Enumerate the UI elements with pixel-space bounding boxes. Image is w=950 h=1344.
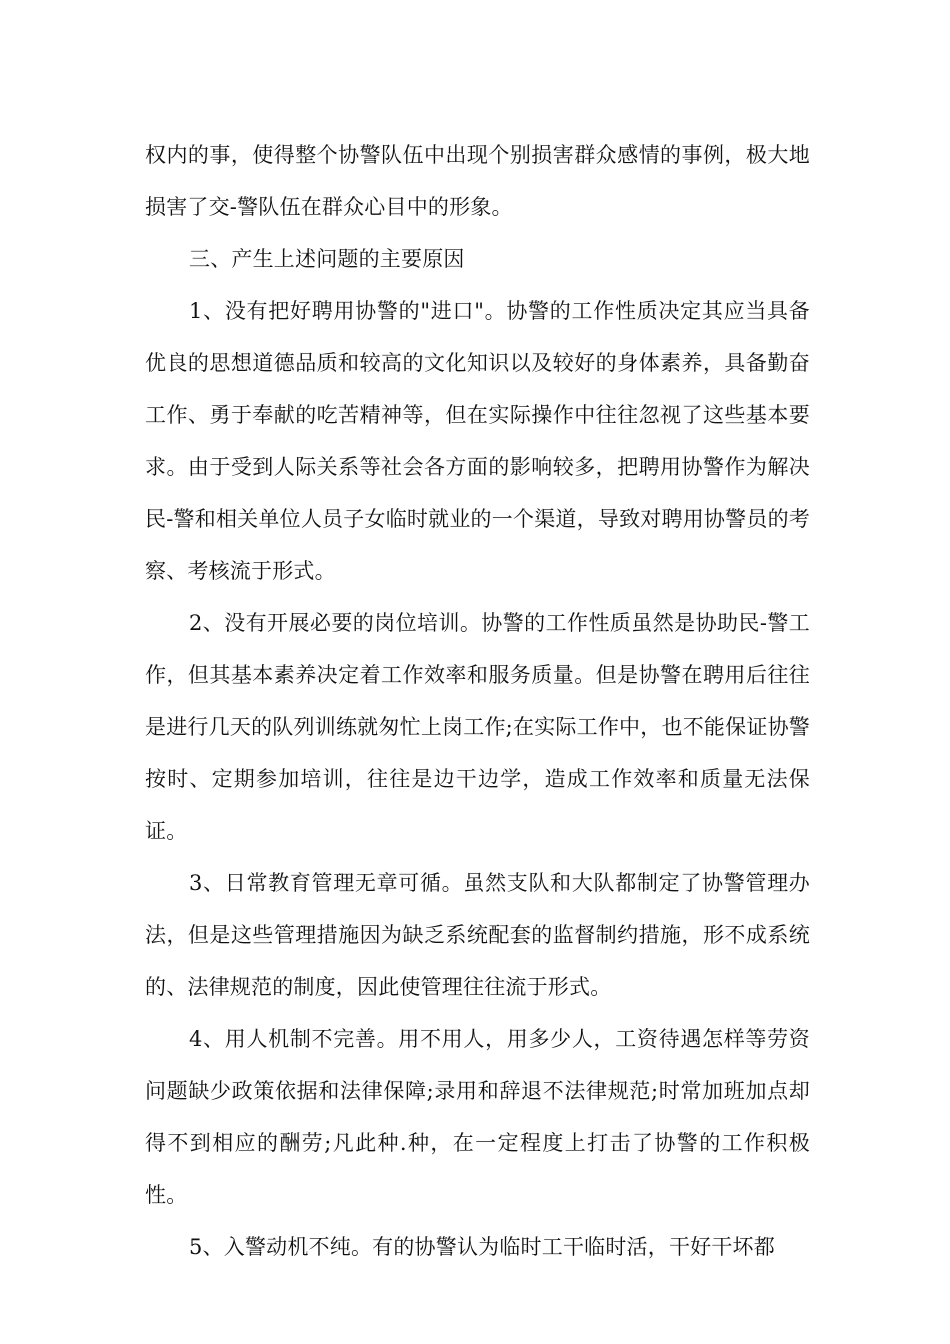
body-text xyxy=(145,129,810,1273)
paragraph-5: 5、入警动机不纯。有的协警认为临时工干临时活，干好干坏都 xyxy=(189,1235,775,1259)
paragraph-3: 3、日常教育管理无章可循。虽然支队和大队都制定了协警管理办法，但是这些管理措施因为缺乏系统配套的监督制约措施，形不成系统的、法律规范的制度，因此使管理往往流于形式。 xyxy=(145,871,810,999)
paragraph-2: 2、没有开展必要的岗位培训。协警的工作性质虽然是协助民-警工作，但其基本素养决定着工作效率和服务质量。但是协警在聘用后往往是进行几天的队列训练就匆忙上岗工作;在实际工作中，也不能保证协警按时、定期参加培训，往往是边干边学，造成工作效率和质量无法保证。 xyxy=(145,611,810,843)
section-heading: 三、产生上述问题的主要原因 xyxy=(189,247,465,271)
paragraph-1: 1、没有把好聘用协警的"进口"。协警的工作性质决定其应当具备优良的思想道德品质和较高的文化知识以及较好的身体素养，具备勤奋工作、勇于奉献的吃苦精神等，但在实际操作中往往忽视了这些基本要求。由于受到人际关系等社会各方面的影响较多，把聘用协警作为解决民-警和相关单位人员子女临时就业的一个渠道，导致对聘用协警员的考察、考核流于形式。 xyxy=(145,299,810,583)
paragraph-4: 4、用人机制不完善。用不用人，用多少人，工资待遇怎样等劳资问题缺少政策依据和法律保障;录用和辞退不法律规范;时常加班加点却得不到相应的酬劳;凡此种.种，在一定程度上打击了协警的工作积极性。 xyxy=(145,1027,810,1207)
paragraph-continuation: 权内的事，使得整个协警队伍中出现个别损害群众感情的事例，极大地损害了交-警队伍在群众心目中的形象。 xyxy=(145,143,810,219)
